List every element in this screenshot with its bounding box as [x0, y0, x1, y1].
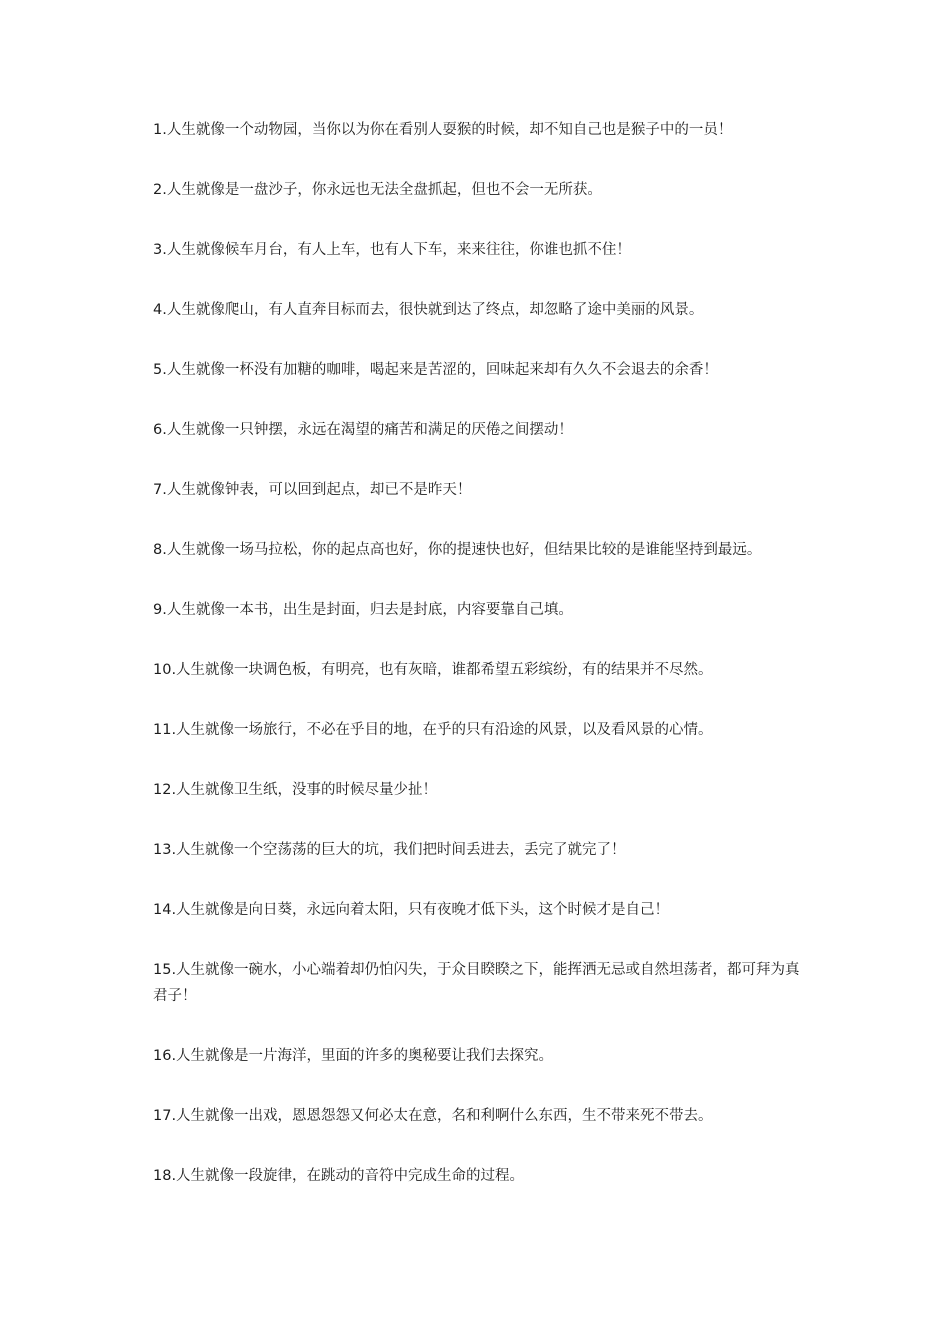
quote-line-8: 8.人生就像一场马拉松，你的起点高也好，你的提速快也好，但结果比较的是谁能坚持到最远。 [153, 542, 762, 558]
quote-line-15: 15.人生就像一碗水，小心端着却仍怕闪失，于众目睽睽之下，能挥洒无忌或自然坦荡者，都可拜为真君子！ [153, 962, 800, 1004]
quote-line-14: 14.人生就像是向日葵，永远向着太阳，只有夜晚才低下头，这个时候才是自己！ [153, 902, 670, 918]
quote-line-13: 13.人生就像一个空荡荡的巨大的坑，我们把时间丢进去，丢完了就完了！ [153, 842, 626, 858]
quote-line-3: 3.人生就像候车月台，有人上车，也有人下车，来来往往，你谁也抓不住！ [153, 242, 631, 258]
quote-line-9: 9.人生就像一本书，出生是封面，归去是封底，内容要靠自己填。 [153, 602, 573, 618]
quote-line-11: 11.人生就像一场旅行，不必在乎目的地，在乎的只有沿途的风景，以及看风景的心情。 [153, 722, 713, 738]
quote-line-7: 7.人生就像钟表，可以回到起点，却已不是昨天！ [153, 482, 472, 498]
quote-line-1: 1.人生就像一个动物园，当你以为你在看别人耍猴的时候，却不知自己也是猴子中的一员！ [153, 122, 733, 138]
quote-line-6: 6.人生就像一只钟摆，永远在渴望的痛苦和满足的厌倦之间摆动！ [153, 422, 573, 438]
quote-line-5: 5.人生就像一杯没有加糖的咖啡，喝起来是苦涩的，回味起来却有久久不会退去的余香！ [153, 362, 718, 378]
quote-list [153, 117, 803, 1189]
quote-line-16: 16.人生就像是一片海洋，里面的许多的奥秘要让我们去探究。 [153, 1048, 554, 1064]
quote-line-17: 17.人生就像一出戏，恩恩怨怨又何必太在意，名和利啊什么东西，生不带来死不带去。 [153, 1108, 713, 1124]
quote-line-4: 4.人生就像爬山，有人直奔目标而去，很快就到达了终点，却忽略了途中美丽的风景。 [153, 302, 704, 318]
quote-line-12: 12.人生就像卫生纸，没事的时候尽量少扯！ [153, 782, 438, 798]
quote-line-10: 10.人生就像一块调色板，有明亮，也有灰暗，谁都希望五彩缤纷，有的结果并不尽然。 [153, 662, 713, 678]
quote-line-2: 2.人生就像是一盘沙子，你永远也无法全盘抓起，但也不会一无所获。 [153, 182, 602, 198]
quote-line-18: 18.人生就像一段旋律，在跳动的音符中完成生命的过程。 [153, 1168, 525, 1184]
